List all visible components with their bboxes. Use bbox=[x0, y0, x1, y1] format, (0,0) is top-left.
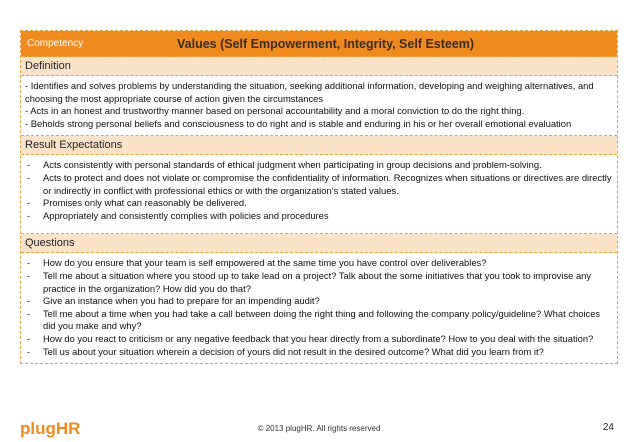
competency-title: Values (Self Empowerment, Integrity, Self Esteem) bbox=[177, 36, 475, 51]
expectations-list bbox=[21, 155, 617, 234]
definition-body bbox=[21, 76, 617, 136]
competency-header bbox=[21, 31, 617, 57]
bullet: - bbox=[27, 345, 31, 357]
definition-line: - Acts in an honest and trustworthy manner based on personal accountability and a moral conviction to do the right thing. bbox=[25, 105, 525, 117]
bullet: - bbox=[27, 197, 31, 209]
list-item: - Tell us about your situation wherein a decision of yours did not result in the desired outcome? What did you learn from it? bbox=[27, 345, 544, 357]
bullet: - bbox=[27, 269, 31, 281]
list-item: - Acts consistently with personal standards of ethical judgment when participating in group decisions and problem-solving. bbox=[27, 159, 542, 171]
questions-heading: Questions bbox=[21, 234, 617, 253]
list-item: - Give an instance when you had to prepare for an impending audit? bbox=[27, 295, 320, 307]
questions-list bbox=[21, 253, 617, 363]
list-item: - Acts to protect and does not violate or compromise the confidentiality of information. Recognizes when situations or directives are directly or indirectly in conflict with professional ethics or with the organization’s stated values. bbox=[27, 171, 612, 196]
bullet: - bbox=[27, 209, 31, 221]
bullet: - bbox=[27, 332, 31, 344]
bullet: - bbox=[27, 295, 31, 307]
competency-card bbox=[20, 30, 618, 364]
list-item: - Tell me about a time when you had take a call between doing the right thing and following the company policy/guideline? What choices did you make and why? bbox=[27, 307, 601, 332]
list-item: - Tell me about a situation where you stood up to take lead on a project? Talk about the some initiatives that you took to improvise any practice in the organization? How did you do that? bbox=[27, 269, 592, 294]
plughr-logo: plugHR bbox=[20, 419, 81, 438]
list-item: - How do you ensure that your team is self empowered at the same time you have control over deliverables? bbox=[27, 257, 487, 269]
page-number: 24 bbox=[602, 422, 614, 433]
copyright-text: © 2013 plugHR. All rights reserved bbox=[257, 424, 381, 433]
list-item: - Appropriately and consistently complies with policies and procedures bbox=[27, 209, 329, 221]
list-item: - How do you react to criticism or any negative feedback that you hear directly from a subordinate? How to you deal with the situation? bbox=[27, 332, 594, 344]
list-item: - Promises only what can reasonably be delivered. bbox=[27, 197, 247, 209]
footer bbox=[0, 416, 638, 442]
competency-label: Competency bbox=[27, 38, 84, 49]
bullet: - bbox=[27, 307, 31, 319]
definition-line: - Identifies and solves problems by understanding the situation, seeking additional information, developing and weighing alternatives, and choosing the most appropriate course of action given the circumstances bbox=[25, 80, 594, 104]
definition-line: - Beholds strong personal beliefs and consciousness to do right and is stable and enduring in his or her overall emotional evaluation bbox=[25, 117, 572, 129]
bullet: - bbox=[27, 257, 31, 269]
expectations-heading: Result Expectations bbox=[21, 136, 617, 155]
definition-heading: Definition bbox=[21, 57, 617, 76]
bullet: - bbox=[27, 159, 31, 171]
bullet: - bbox=[27, 171, 31, 183]
